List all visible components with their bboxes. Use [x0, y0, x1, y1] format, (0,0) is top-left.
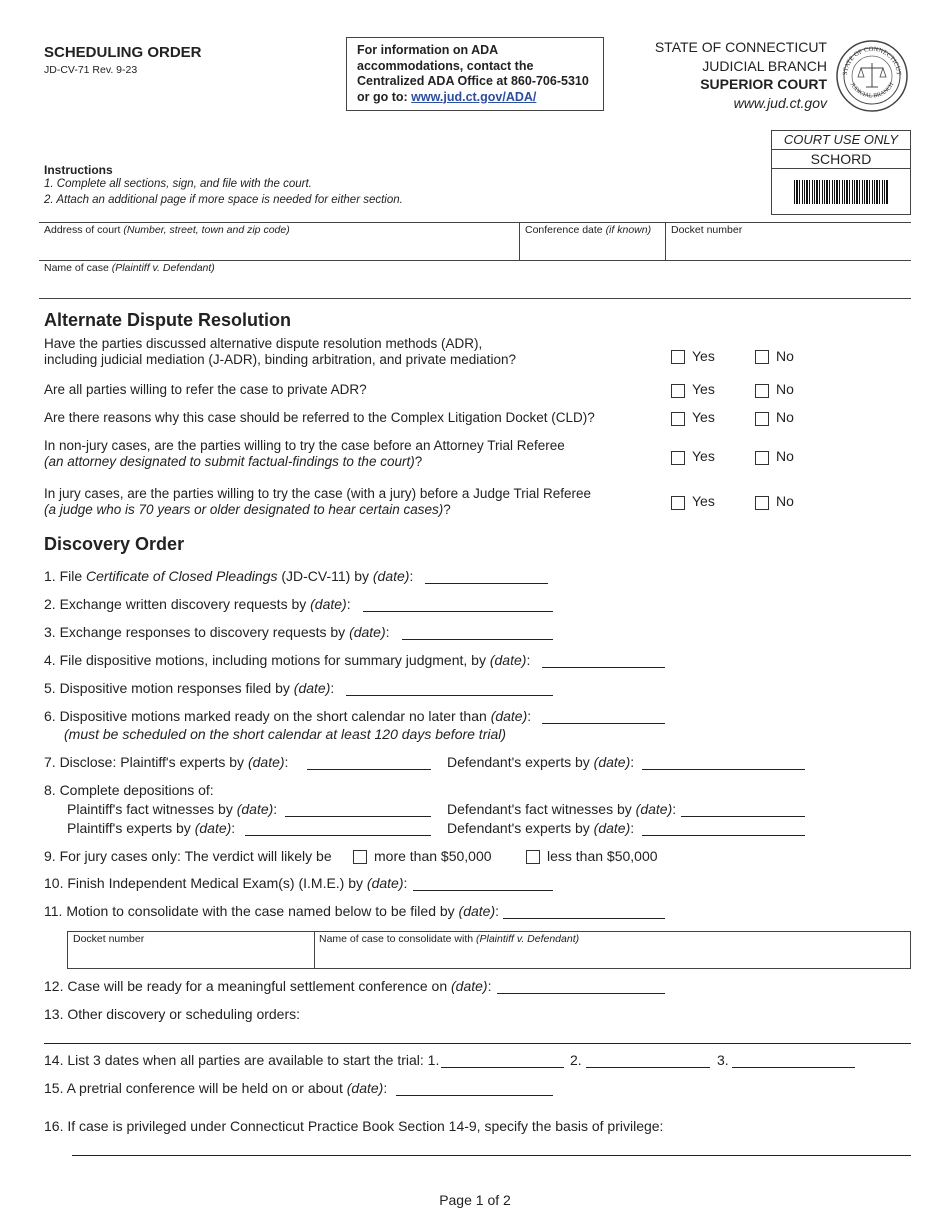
adr-q4-no-checkbox[interactable]: [755, 451, 769, 465]
item-5-label: [44, 680, 334, 696]
item-8c-date-input[interactable]: [245, 835, 431, 836]
item-8a-date-input[interactable]: [285, 816, 431, 817]
adr-question-5: [44, 486, 591, 518]
consolidate-table: [67, 931, 911, 969]
item-7-label: [44, 754, 288, 770]
trial-date-2-label: 2.: [570, 1052, 582, 1068]
item-6-note: (must be scheduled on the short calendar at least 120 days before trial): [64, 726, 507, 742]
item-3-text: 3. Exchange responses to discovery requests by: [44, 624, 350, 640]
date-hint: (date): [451, 978, 488, 994]
colon: :: [409, 568, 414, 584]
court-website: www.jud.ct.gov: [733, 94, 827, 111]
divider: [314, 932, 315, 968]
adr-q4-yes-checkbox[interactable]: [671, 451, 685, 465]
item-6-date-input[interactable]: [542, 723, 665, 724]
colon: :: [383, 1080, 388, 1096]
case-name-hint: (Plaintiff v. Defendant): [111, 262, 215, 274]
adr-heading: Alternate Dispute Resolution: [44, 310, 292, 330]
date-hint: (date): [194, 820, 232, 836]
item-12-label: [44, 978, 491, 994]
date-hint: (date): [458, 903, 496, 919]
item-15-label: [44, 1080, 387, 1096]
item-8b-label: [447, 801, 676, 817]
date-hint: (date): [635, 801, 673, 817]
trial-date-2-input[interactable]: [586, 1067, 710, 1068]
colon: :: [487, 978, 492, 994]
colon: :: [495, 903, 500, 919]
verdict-more-label: more than $50,000: [374, 848, 492, 864]
date-hint: (date): [310, 596, 347, 612]
instruction-1: 1. Complete all sections, sign, and file with the court.: [44, 178, 312, 190]
divider: [665, 222, 666, 260]
item-7-defendant-date-input[interactable]: [642, 769, 805, 770]
item-8c-label: [67, 820, 235, 836]
date-hint: (date): [490, 708, 528, 724]
item-15-text: 15. A pretrial conference will be held on or about: [44, 1080, 347, 1096]
consolidate-name-hint: (Plaintiff v. Defendant): [476, 933, 580, 945]
adr-question-4: [44, 438, 565, 470]
divider: [519, 222, 520, 260]
adr-q5-yes-checkbox[interactable]: [671, 496, 685, 510]
adr-q5-line1: In jury cases, are the parties willing to try the case (with a jury) before a Judge Trial Referee: [44, 486, 592, 501]
item-8d-label: [447, 820, 634, 836]
item-10-date-input[interactable]: [413, 890, 553, 891]
adr-q2-no-checkbox[interactable]: [755, 384, 769, 398]
item-8d-date-input[interactable]: [642, 835, 805, 836]
date-hint: (date): [593, 754, 631, 770]
item-2-date-input[interactable]: [363, 611, 553, 612]
conference-label: Conference date: [525, 224, 603, 236]
item-1-pre: 1. File: [44, 568, 87, 584]
item-7-plaintiff-date-input[interactable]: [307, 769, 431, 770]
colon: :: [630, 754, 635, 770]
colon: :: [273, 801, 278, 817]
yes-label: Yes: [692, 348, 715, 364]
item-16-input[interactable]: [72, 1155, 911, 1156]
item-1-date-input[interactable]: [425, 583, 548, 584]
adr-q4-line2: (an attorney designated to submit factual-findings to the court): [44, 454, 415, 469]
divider: [39, 260, 911, 261]
ada-info-box: [346, 37, 604, 111]
court-header: [655, 38, 827, 112]
item-14-label: 14. List 3 dates when all parties are available to start the trial: 1.: [44, 1052, 440, 1068]
adr-question-3: Are there reasons why this case should be referred to the Complex Litigation Docket (CLD)?: [44, 410, 595, 425]
item-2-label: [44, 596, 351, 612]
item-3-label: [44, 624, 390, 640]
conference-date-field[interactable]: [525, 224, 651, 236]
item-8c-text: Plaintiff's experts by: [67, 820, 195, 836]
form-id: JD-CV-71 Rev. 9-23: [44, 64, 138, 76]
ada-go-to: or go to:: [357, 89, 408, 104]
yes-label: Yes: [692, 448, 715, 464]
colon: :: [346, 596, 351, 612]
ada-line-1: For information on ADA: [357, 43, 499, 57]
item-7-defendant-label: [447, 754, 634, 770]
item-16-label: 16. If case is privileged under Connecticut Practice Book Section 14-9, specify the basis of privilege:: [44, 1118, 664, 1134]
adr-question-1: [44, 336, 516, 368]
no-label: No: [776, 348, 794, 364]
adr-q1-line1: Have the parties discussed alternative dispute resolution methods (ADR),: [44, 336, 483, 351]
item-13-input[interactable]: [44, 1043, 911, 1044]
yes-label: Yes: [692, 409, 715, 425]
yes-label: Yes: [692, 493, 715, 509]
item-6-label: [44, 708, 531, 724]
barcode-icon: [794, 180, 888, 204]
verdict-more-checkbox[interactable]: [353, 850, 367, 864]
consolidate-docket-field[interactable]: Docket number: [73, 933, 145, 945]
verdict-less-label: less than $50,000: [547, 848, 658, 864]
item-8a-label: [67, 801, 277, 817]
state-name: STATE OF CONNECTICUT: [654, 39, 827, 55]
seal-top-text: STATE OF CONNECTICUT: [841, 45, 903, 76]
item-12-date-input[interactable]: [497, 993, 665, 994]
trial-date-1-input[interactable]: [441, 1067, 564, 1068]
instructions-heading: Instructions: [44, 163, 113, 177]
date-hint: (date): [247, 754, 285, 770]
adr-q3-no-checkbox[interactable]: [755, 412, 769, 426]
adr-q3-yes-checkbox[interactable]: [671, 412, 685, 426]
colon: :: [284, 754, 289, 770]
case-name-field[interactable]: [44, 262, 215, 274]
consolidate-name-field[interactable]: [319, 933, 579, 945]
address-label: Address of court: [44, 224, 121, 236]
consolidate-name-label: Name of case to consolidate with: [319, 933, 476, 945]
date-hint: (date): [372, 568, 410, 584]
item-7b-text: Defendant's experts by: [447, 754, 594, 770]
item-5-date-input[interactable]: [346, 695, 553, 696]
no-label: No: [776, 381, 794, 397]
adr-q4-qmark: ?: [414, 454, 423, 469]
item-8-label: 8. Complete depositions of:: [44, 782, 214, 798]
case-name-label: Name of case: [44, 262, 109, 274]
date-hint: (date): [593, 820, 631, 836]
colon: :: [526, 652, 531, 668]
docket-number-field[interactable]: Docket number: [671, 224, 743, 236]
ada-line-3: Centralized ADA Office at 860-706-5310: [357, 74, 589, 88]
adr-q1-line2: including judicial mediation (J-ADR), binding arbitration, and private mediation?: [44, 352, 516, 367]
item-8a-text: Plaintiff's fact witnesses by: [67, 801, 237, 817]
court-name: SUPERIOR COURT: [700, 76, 827, 92]
ada-line-4: [357, 90, 593, 106]
address-hint: (Number, street, town and zip code): [123, 224, 290, 236]
address-field[interactable]: [44, 224, 290, 236]
item-10-label: [44, 875, 407, 891]
item-4-date-input[interactable]: [542, 667, 665, 668]
adr-q5-qmark: ?: [443, 502, 451, 517]
date-hint: (date): [346, 1080, 384, 1096]
item-1-doc: Certificate of Closed Pleadings: [86, 568, 278, 584]
item-4-text: 4. File dispositive motions, including motions for summary judgment, by: [44, 652, 490, 668]
date-hint: (date): [293, 680, 331, 696]
adr-q1-no-checkbox[interactable]: [755, 350, 769, 364]
divider: [39, 222, 911, 223]
item-12-text: 12. Case will be ready for a meaningful settlement conference on: [44, 978, 452, 994]
yes-label: Yes: [692, 381, 715, 397]
verdict-less-checkbox[interactable]: [526, 850, 540, 864]
item-6-text: 6. Dispositive motions marked ready on the short calendar no later than: [44, 708, 491, 724]
colon: :: [403, 875, 408, 891]
trial-date-3-input[interactable]: [732, 1067, 855, 1068]
item-8b-date-input[interactable]: [681, 816, 805, 817]
item-8b-text: Defendant's fact witnesses by: [447, 801, 636, 817]
item-5-text: 5. Dispositive motion responses filed by: [44, 680, 294, 696]
colon: :: [231, 820, 236, 836]
discovery-heading: Discovery Order: [44, 534, 185, 554]
branch-name: JUDICIAL BRANCH: [702, 57, 827, 74]
colon: :: [527, 708, 532, 724]
item-15-date-input[interactable]: [396, 1095, 553, 1096]
conference-hint: (if known): [605, 224, 652, 236]
adr-question-2: Are all parties willing to refer the case to private ADR?: [44, 382, 367, 397]
item-9-label: 9. For jury cases only: The verdict will likely be: [44, 848, 332, 864]
page-number: Page 1 of 2: [439, 1192, 511, 1208]
date-hint: (date): [366, 875, 404, 891]
item-1-post: (JD-CV-11) by: [277, 568, 373, 584]
court-code: SCHORD: [772, 150, 910, 169]
adr-q5-no-checkbox[interactable]: [755, 496, 769, 510]
ada-line-2: accommodations, contact the: [357, 58, 534, 73]
colon: :: [672, 801, 677, 817]
adr-q2-yes-checkbox[interactable]: [671, 384, 685, 398]
item-11-text: 11. Motion to consolidate with the case named below to be filed by: [44, 903, 459, 919]
court-use-box: [771, 130, 911, 215]
divider: [39, 298, 911, 299]
item-4-label: [44, 652, 530, 668]
court-use-label: COURT USE ONLY: [772, 131, 910, 150]
item-3-date-input[interactable]: [402, 639, 553, 640]
form-title: SCHEDULING ORDER: [44, 44, 202, 61]
item-7-text: 7. Disclose: Plaintiff's experts by: [44, 754, 248, 770]
seal-bottom-text: JUDICIAL BRANCH: [848, 81, 896, 100]
trial-date-3-label: 3.: [717, 1052, 729, 1068]
item-1-label: [44, 568, 413, 584]
item-10-text: 10. Finish Independent Medical Exam(s) (I.M.E.) by: [44, 875, 367, 891]
adr-q5-line2: (a judge who is 70 years or older designated to hear certain cases): [44, 502, 444, 517]
colon: :: [630, 820, 635, 836]
adr-q1-yes-checkbox[interactable]: [671, 350, 685, 364]
adr-q4-line1: In non-jury cases, are the parties willing to try the case before an Attorney Trial Referee: [44, 438, 565, 453]
ada-link[interactable]: www.jud.ct.gov/ADA/: [411, 89, 537, 104]
date-hint: (date): [236, 801, 274, 817]
item-13-label: 13. Other discovery or scheduling orders:: [44, 1006, 301, 1022]
judicial-seal-icon: [834, 39, 910, 113]
colon: :: [385, 624, 390, 640]
item-11-label: [44, 903, 499, 919]
no-label: No: [776, 493, 794, 509]
colon: :: [330, 680, 335, 696]
date-hint: (date): [349, 624, 386, 640]
item-2-text: 2. Exchange written discovery requests by: [44, 596, 311, 612]
no-label: No: [776, 409, 794, 425]
item-11-date-input[interactable]: [503, 918, 665, 919]
no-label: No: [776, 448, 794, 464]
instruction-2: 2. Attach an additional page if more space is needed for either section.: [44, 194, 403, 206]
item-8d-text: Defendant's experts by: [447, 820, 594, 836]
date-hint: (date): [489, 652, 527, 668]
